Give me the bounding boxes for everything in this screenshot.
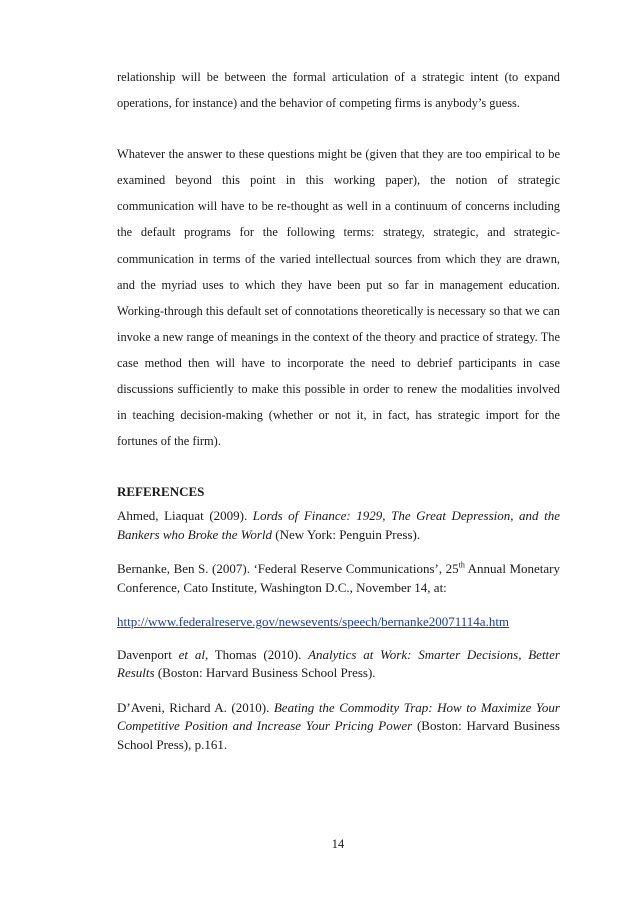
references-section [117,484,560,754]
reference-davenport-etal: et al [178,646,205,662]
reference-bernanke-ordinal: th [458,560,465,570]
reference-bernanke-text: Bernanke, Ben S. (2007). ‘Federal Reserve Communications’, 25 [117,561,459,577]
reference-davenport-author-rest: , Thomas (2010). [204,646,309,662]
paragraph-continuation: relationship will be between the formal articulation of a strategic intent (to expand operations, for instance) and the behavior of competing firms is anybody’s guess. [117,70,560,111]
reference-bernanke-url-link[interactable]: http://www.federalreserve.gov/newsevents/speech/bernanke20071114a.htm [117,614,510,630]
reference-ahmed-author: Ahmed, Liaquat (2009). [117,508,253,524]
reference-ahmed-publisher: (New York: Penguin Press). [272,526,421,542]
reference-daveni-publisher: (Boston: Harvard Business School Press), p.161. [117,718,560,752]
paragraph-strategic-communication: Whatever the answer to these questions might be (given that they are too empirical to be examined beyond this point in this working paper), the notion of strategic communication will have to be re-thought as well in a continuum of concerns including the default programs for the following terms: strategy, strategic, and strategic-communication in terms of the varied intellectual sources from which they are drawn, and the myriad uses to which they have been put so far in management education. Working-through this default set of connotations theoretically is necessary so that we can invoke a new range of meanings in the context of the theory and practice of strategy. The case method then will have to incorporate the need to debrief participants in case discussions sufficiently to make this possible in order to renew the modalities involved in teaching decision-making (whether or not it, in fact, has strategic import for the fortunes of the firm). [117,147,560,449]
references-heading: REFERENCES [117,484,205,500]
reference-ahmed [117,507,560,544]
reference-bernanke-url-line [117,613,560,632]
reference-davenport-publisher: (Boston: Harvard Business School Press). [154,665,376,681]
reference-ahmed-title: Lords of Finance: 1929, The Great Depression, and the Bankers who Broke the World [117,508,560,542]
reference-bernanke [117,560,560,597]
reference-davenport [117,646,560,683]
page-number: 14 [331,837,345,851]
reference-davenport-author: Davenport [117,646,179,662]
reference-bernanke-text-rest: Annual Monetary Conference, Cato Institute, Washington D.C., November 14, at: [117,561,560,595]
reference-daveni-author: D’Aveni, Richard A. (2010). [117,699,274,715]
reference-daveni [117,699,560,755]
reference-daveni-title: Beating the Commodity Trap: How to Maximize Your Competitive Position and Increase Your Pricing Power [117,699,560,734]
document-page [117,64,560,770]
reference-davenport-title: Analytics at Work: Smarter Decisions, Better Results [117,646,560,681]
